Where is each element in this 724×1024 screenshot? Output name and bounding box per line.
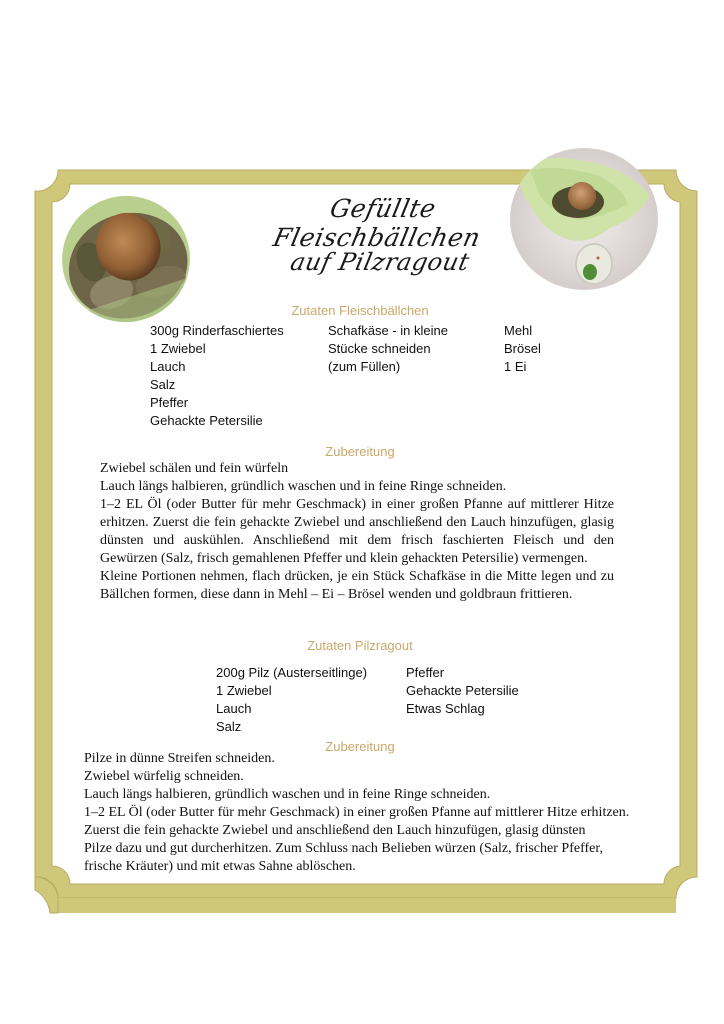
meatball-ingredients-col3 — [504, 322, 541, 376]
mushroom-preparation-text — [84, 750, 674, 876]
ingredient-item: Schafkäse - in kleine — [328, 323, 448, 338]
ingredient-item: 1 Zwiebel — [216, 683, 272, 698]
meatball-preparation-text — [100, 460, 614, 604]
meatball-ingredients-col1 — [150, 322, 284, 430]
recipe-title-line-2: auf Pilzragout — [287, 248, 473, 276]
preparation-step: Zwiebel schälen und fein würfeln — [100, 461, 289, 476]
ingredient-item: 1 Zwiebel — [150, 341, 206, 356]
ingredient-item: Stücke schneiden — [328, 341, 431, 356]
meatball-ingredients-heading: Zutaten Fleischbällchen — [291, 303, 429, 318]
preparation-line: frische Kräuter) und mit etwas Sahne ablöschen. — [84, 859, 356, 874]
recipe-title-line-1: Gefüllte Fleischbällchen — [270, 194, 484, 252]
ingredient-item: 200g Pilz (Austerseitlinge) — [216, 665, 368, 680]
ingredient-item: Pfeffer — [406, 665, 445, 680]
ingredient-item: Brösel — [504, 341, 541, 356]
preparation-step: Lauch längs halbieren, gründlich waschen und in feine Ringe schneiden. — [100, 479, 507, 494]
preparation-line: Zwiebel würfelig schneiden. — [84, 769, 244, 784]
meatball-preparation-heading: Zubereitung — [325, 444, 395, 459]
ingredient-item: Lauch — [150, 359, 186, 374]
ingredient-item: Salz — [216, 719, 242, 734]
preparation-line: 1–2 EL Öl (oder Butter für mehr Geschmack) in einer großen Pfanne auf mittlerer Hitze erhitzen. — [84, 805, 630, 820]
preparation-line: Pilze dazu und gut durcherhitzen. Zum Schluss nach Belieben würzen (Salz, frischer Pfeffer, — [84, 841, 603, 856]
preparation-line: Zuerst die fein gehackte Zwiebel und anschließend den Lauch hinzufügen, glasig dünsten — [84, 823, 586, 838]
mushroom-ingredients-heading: Zutaten Pilzragout — [307, 638, 413, 653]
preparation-step: Kleine Portionen nehmen, flach drücken, je ein Stück Schafkäse in die Mitte legen und zu Bällchen formen, diese dann in Mehl – Ei – Brösel wenden und goldbraun frittieren. — [100, 569, 614, 602]
ingredient-item: Gehackte Petersilie — [406, 683, 519, 698]
ingredient-item: Lauch — [216, 701, 252, 716]
ingredient-item: Salz — [150, 377, 176, 392]
preparation-step: 1–2 EL Öl (oder Butter für mehr Geschmack) in einer großen Pfanne auf mittlerer Hitze erhitzen. Zuerst die fein gehackte Zwiebel und anschließend den Lauch hinzufügen, glasig dünsten und auskühlen. Anschließend mit dem frisch faschierten Fleisch und den Gewürzen (Salz, frisch gemahlenen Pfeffer und klein gehackten Petersilie) vermengen. — [100, 497, 614, 566]
preparation-line: Lauch längs halbieren, gründlich waschen und in feine Ringe schneiden. — [84, 787, 491, 802]
ingredient-item: 300g Rinderfaschiertes — [150, 323, 284, 338]
meatball-ingredients-col2 — [328, 322, 448, 376]
ingredient-item: Mehl — [504, 323, 533, 338]
mushroom-preparation-heading: Zubereitung — [325, 739, 395, 754]
plated-dish-image — [510, 148, 658, 290]
ingredient-item: (zum Füllen) — [328, 359, 401, 374]
mushroom-ingredients-col1 — [216, 664, 367, 736]
ingredient-item: Etwas Schlag — [406, 701, 485, 716]
ingredient-item: Pfeffer — [150, 395, 189, 410]
plated-dish-photo-right — [510, 148, 658, 290]
ingredient-item: 1 Ei — [504, 359, 527, 374]
ingredient-item: Gehackte Petersilie — [150, 413, 263, 428]
preparation-line: Pilze in dünne Streifen schneiden. — [84, 751, 275, 766]
mushroom-ingredients-col2 — [406, 664, 519, 718]
